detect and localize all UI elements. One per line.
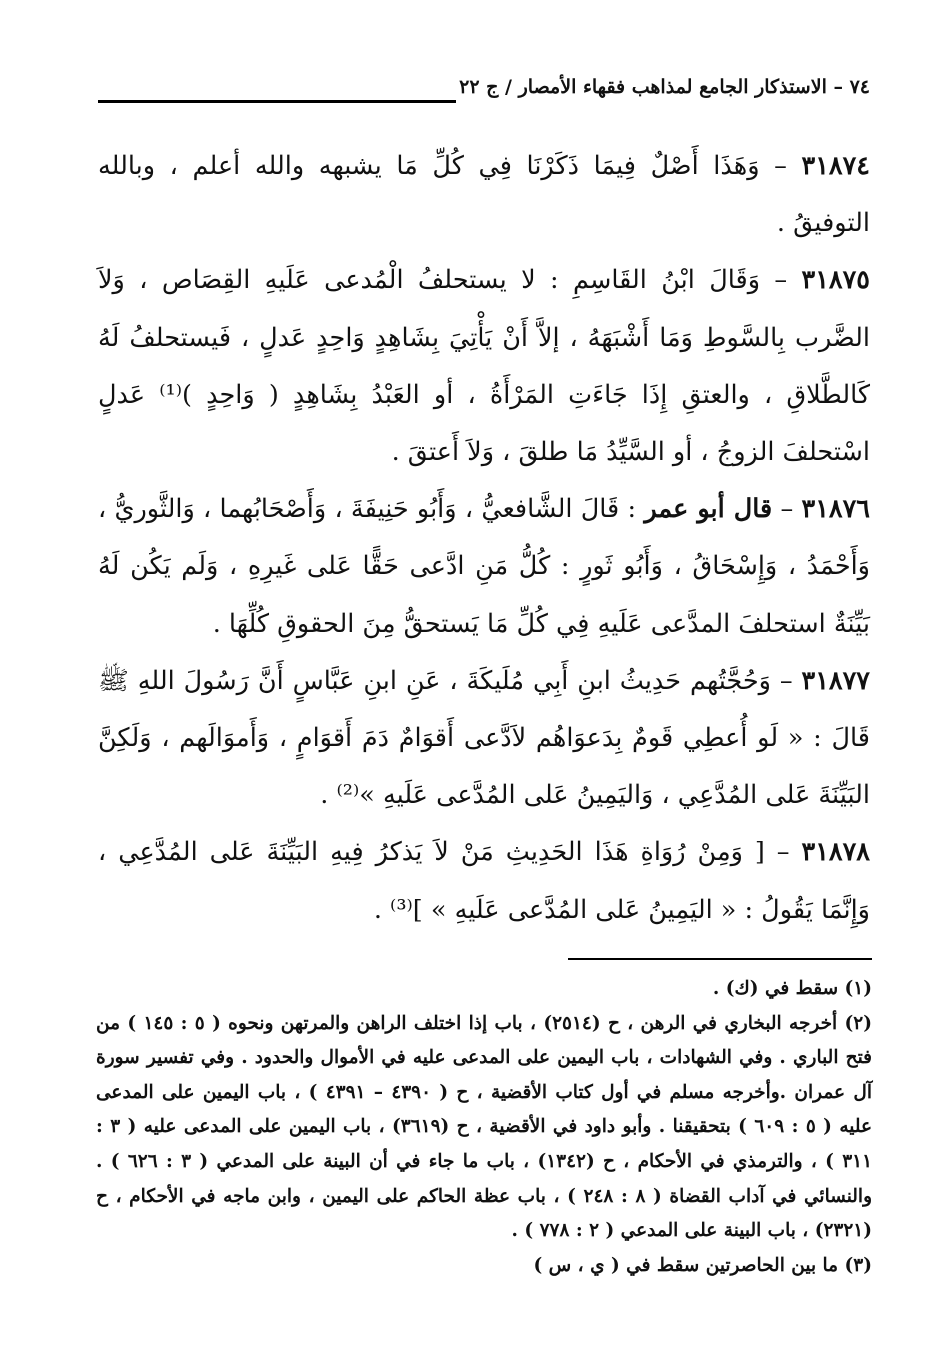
footnote-text: سقط في (ك) . (712, 978, 839, 999)
header-rule (98, 100, 456, 103)
paragraph-text: : قَالَ الشَّافعيُّ ، وَأَبُو حَنِيفَةَ ، وَأَصْحَابُهما ، وَالثَّوريُّ ، وَأَحْمَدُ ، وَإِسْحَاقُ ، وَأَبُو ثَورٍ : كُلُّ مَنِ ادَّعى حَقًّا عَلى غَيرِهِ ، وَلَم يَكُن لَهُ بَيِّنَةٌ استحلفَ المدَّعى عَلَيهِ فِي كُلِّ مَا يَستحقُّ مِنَ الحقوقِ كُلِّهَا . (98, 494, 870, 639)
paragraph-text: – [ وَمِنْ رُوَاةِ هَذَا الحَدِيثِ مَنْ لاَ يَذكرُ فِيهِ البَيِّنَةَ عَلى المُدَّعِي ، وَإِنَّمَا يَقُولُ : « اليَمِينُ عَلى المُدَّعى عَلَيهِ » ]⁽³⁾ . (98, 837, 870, 925)
footnote-2 (96, 1007, 872, 1249)
footnote-marker: (١) (844, 978, 872, 999)
paragraph-31875 (98, 252, 870, 481)
paragraph-number: ٣١٨٧٨ (801, 837, 870, 868)
paragraph-number: ٣١٨٧٥ (801, 265, 870, 296)
paragraph-text: – وَقَالَ ابْنُ القَاسِمِ : لا يستحلفُ الْمُدعى عَلَيهِ القِصَاص ، وَلاَ الضَّرب بِالسَّوطِ وَمَا أَشْبَهَهُ ، إلاَّ أَنْ يَأْتِيَ بِشَاهِدٍ وَاحِدٍ عَدلٍ ، فَيستحلفُ لَهُ كَالطَّلاقِ ، والعتقِ إِذَا جَاءَتِ المَرْأَةُ ، أو العَبْدُ بِشَاهِدٍ ( وَاحِدٍ )⁽¹⁾ عَدلٍ اسْتحلفَ الزوجُ ، أو السَّيِّدُ مَا طلقَ ، وَلاَ أَعتقَ . (98, 265, 870, 468)
footnote-text: ما بين الحاصرتين سقط في ( ي ، س ) (533, 1254, 839, 1276)
paragraph-31876: ٣١٨٧٦ – قال أبو عمر : قَالَ الشَّافعيُّ ، وَأَبُو حَنِيفَةَ ، وَأَصْحَابُهما ، وَالثَّوريُّ ، وَأَحْمَدُ ، وَإِسْحَاقُ ، وَأَبُو ثَورٍ : كُلُّ مَنِ ادَّعى حَقًّا عَلى غَيرِهِ ، وَلَم يَكُن لَهُ بَيِّنَةٌ استحلفَ المدَّعى عَلَيهِ فِي كُلِّ مَا يَستحقُّ مِنَ الحقوقِ كُلِّهَا . (98, 494, 870, 639)
paragraph-text: – وَهَذَا أَصْلٌ فِيمَا ذَكَرْنَا فِي كُلِّ مَا يشبهه والله أعلم ، وبالله التوفيقُ . (98, 151, 870, 239)
paragraph-31877 (98, 653, 870, 825)
footnote-marker: (٣) (844, 1254, 872, 1276)
footnote-rule (568, 958, 872, 960)
paragraph-number: ٣١٨٧٤ (801, 151, 870, 181)
footnote-1 (96, 972, 872, 1007)
paragraph-31874 (98, 138, 870, 252)
footnote-marker: (٢) (844, 1012, 872, 1034)
paragraph-number: ٣١٨٧٦ (801, 494, 870, 525)
footnote-3 (96, 1249, 872, 1284)
main-text (98, 138, 870, 939)
paragraph-text: – وَحُجَّتُهم حَدِيثُ ابنِ أَبِي مُلَيكَةَ ، عَنِ ابنِ عَبَّاسٍ أَنَّ رَسُولَ اللهِ ﷺ قَالَ : « لَو أُعطِي قَومٌ بِدَعوَاهُم لاَدَّعى أَقوَامٌ دَمَ أَقوَامٍ ، وَأَموَالَهم ، وَلَكِنَّ البَيِّنَةَ عَلى المُدَّعِي ، وَاليَمِينُ عَلى المُدَّعى عَلَيهِ »⁽²⁾ . (98, 665, 870, 811)
footnotes (96, 972, 872, 1283)
paragraph-31878 (98, 824, 870, 938)
speaker-label: قال أبو عمر (644, 494, 773, 525)
paragraph-number: ٣١٨٧٧ (801, 665, 870, 696)
footnote-text: أخرجه البخاري في الرهن ، ح (٢٥١٤) ، باب إذا اختلف الراهن والمرتهن ونحوه ( ٥ : ١٤٥ ) من فتح الباري . وفي الشهادات ، باب اليمين على المدعى عليه في الأموال والحدود . وفي تفسير سورة آل عمران .وأخرجه مسلم في أول كتاب الأقضية ، ح ( ٤٣٩٠ – ٤٣٩١ ) ، باب اليمين على المدعى عليه ( ٥ : ٦٠٩ ) بتحقيقنا . وأبو داود في الأقضية ، ح (٣٦١٩) ، باب اليمين على المدعى عليه ( ٣ : ٣١١ ) ، والترمذي في الأحكام ، ح (١٣٤٢) ، باب ما جاء في أن البينة على المدعي ( ٣ : ٦٢٦ ) . والنسائي في آداب القضاة ( ٨ : ٢٤٨ ) ، باب عظة الحاكم على اليمين ، وابن ماجه في الأحكام ، ح (٢٣٢١) ، باب البينة على المدعي ( ٢ : ٧٧٨ ) . (96, 1012, 873, 1242)
running-header: ٧٤ – الاستذكار الجامع لمذاهب فقهاء الأمصار / ج ٢٢ (459, 76, 870, 98)
